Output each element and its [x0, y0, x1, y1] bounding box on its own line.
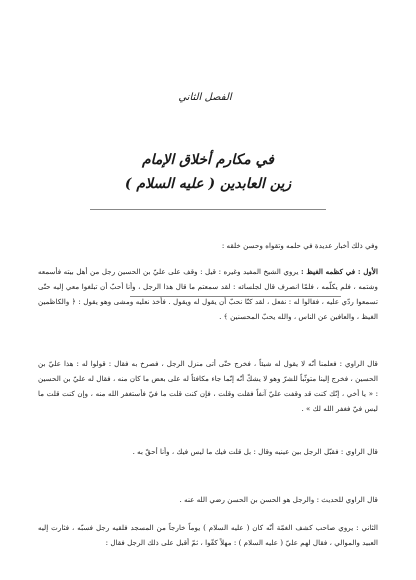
divider-line: [90, 209, 326, 210]
paragraph-narrator: قال الراوي : فعلمنا أنّه لا يقول له شيئاً ، فخرج حتّى أتى منزل الرجل ، فصرخ به فقال : قولوا له : هذا عليّ بن الحسين ، فخرج إلينا متوثّباً للشرّ وهو لا يشكّ أنّه إنّما جاء مكافئاً له على بعض ما كان منه ، فقال له عليّ بن الحسين : « يا أخي ، إنّك كنت قد وقفت عليّ آنفاً فقلت وقلت ، فإن كنت قلت ما فيّ فأستغفر الله منه ، وإن كنت قلت ما ليس فيّ فغفر الله لك » .: [38, 359, 378, 413]
paragraph-second: الثاني : يروي صاحب كشف الغمّة أنّه كان ( عليه السلام ) يوماً خارجاً من المسجد فلقيه رجل فسبّه ، فثارت إليه العبيد والموالي ، فقال لهم عليّ ( عليه السلام ) : مهلاً كفّوا ، ثمّ أقبل على ذلك الرجل فقال :: [38, 523, 378, 547]
first-text: يروي الشيخ المفيد وغيره : قيل : وقف على عليّ بن الحسين رجل من أهل بيته فأسمعه وشتمه ، فلم يكلّمه ، فلمّا انصرف قال لجلسائه : لقد سمعتم ما قال هذا الرجل ، وأنا أحبّ أن تبلغوا معي إليه حتّى تسمعوا ردّي عليه ، فقالوا له : نفعل ، لقد كنّا نحبّ أن يقول له ويقول . فأخذ نعليه ومشى وهو يقول : ﴿ والكاظمين الغيظ ، والعافين عن الناس ، والله يحبّ المحسنين ﴾ .: [38, 267, 378, 321]
paragraph-response: قال الراوي : فقبّل الرجل بين عينيه وقال : بل قلت فيك ما ليس فيك ، وأنا أحقّ به .: [132, 447, 378, 456]
divider-line: [130, 296, 341, 297]
chapter-label: الفصل الثاني: [178, 92, 232, 103]
title-line-1: في مكارم أخلاق الإمام: [142, 152, 274, 168]
first-lead: الأول : في كظمه الغيظ :: [300, 267, 378, 276]
intro-paragraph: وفي ذلك أخبار عديدة في حلمه وتقواه وحسن خلقه :: [221, 241, 378, 250]
paragraph-first: [38, 264, 378, 324]
title-line-2: زين العابدين ( عليه السلام ): [124, 176, 292, 192]
paragraph-note: قال الراوي للحديث : والرجل هو الحسن بن الحسن رضي الله عنه .: [179, 495, 378, 504]
